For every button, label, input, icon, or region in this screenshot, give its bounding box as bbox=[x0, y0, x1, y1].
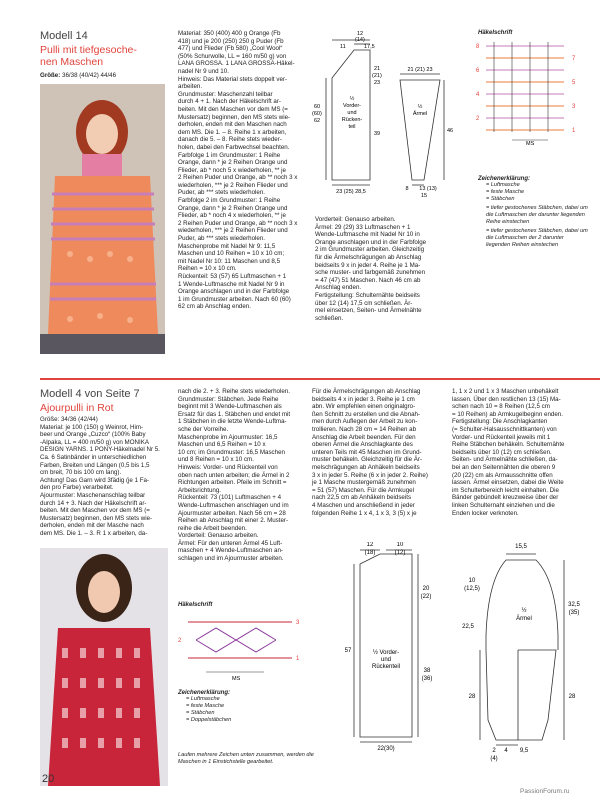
body-label-2: Vorder- bbox=[342, 103, 362, 109]
row-3: 3 bbox=[572, 104, 576, 110]
body-label-1: ½ bbox=[349, 96, 355, 102]
b-row-2: 2 bbox=[178, 638, 182, 644]
sleeve-label-1: ½ bbox=[417, 104, 423, 110]
model-4-label: Modell 4 von Seite 7 bbox=[40, 388, 140, 400]
bottom-chart-ms: MS bbox=[232, 676, 241, 682]
n-21-b: (21) bbox=[372, 73, 382, 79]
n-12-14-175-a: 12 bbox=[357, 31, 364, 37]
n-36: (36) bbox=[421, 676, 433, 682]
footer-watermark: PassionForum.ru bbox=[520, 788, 570, 795]
n-15-5: 15,5 bbox=[515, 544, 527, 550]
n-21-c: 23 bbox=[374, 80, 381, 86]
n-4: 4 bbox=[504, 748, 508, 754]
row-7: 7 bbox=[572, 56, 576, 62]
n-2: 2 bbox=[492, 748, 496, 754]
model-4-photo-art bbox=[40, 548, 168, 786]
section-divider bbox=[40, 378, 600, 380]
top-chart-title: Häkelschrift bbox=[478, 30, 513, 36]
model-14-title: Pulli mit tiefgesoche- nen Maschen bbox=[40, 44, 137, 68]
b-row-1: 1 bbox=[296, 656, 300, 662]
model-4-photo bbox=[40, 548, 168, 786]
model-4-instructions-4: 1, 1 x 2 und 1 x 3 Maschen unbehäkelt lassen. Über den restlichen 13 (15) Ma- schen nach 10 = 8 Reihen (12,5 cm = 10 Reihen) ab Armkugelbeginn enden. Fertigstellung: Die Anschlagkanten (= Schulter-Halsausschnittkanten) von Vorder- und Rückenteil jeweils mit 1 Reihe Stäbchen behäkeln. Schulternähte beidseits über 10 (12) cm schließen. Seiten- und Ärmelnähte schließen, da- bei an den Seitennähten die oberen 9 (20 (22) cm als Armausschnitte offen lassen. Ärmel einsetzen, dabei die Weite im Schulterbereich leicht einhalten. Die Bänder gebündelt kreuzweise über der linken Schulternaht einziehen und die Enden locker verknoten. bbox=[452, 388, 565, 517]
n-28a: 28 bbox=[468, 694, 476, 700]
n-11: 11 bbox=[340, 44, 346, 50]
n-46: 46 bbox=[447, 128, 454, 134]
b-sleeve-label-2: Ärmel bbox=[516, 616, 532, 622]
model-14-photo-art bbox=[40, 84, 165, 354]
n-10: 10 bbox=[396, 542, 404, 548]
sleeve-outline bbox=[400, 80, 440, 180]
n-20: 20 bbox=[422, 586, 430, 592]
n-12b: (12) bbox=[394, 550, 406, 556]
model-4-title: Ajourpulli in Rot bbox=[40, 402, 114, 414]
n-sleeve-top: 21 (21) 23 bbox=[407, 67, 433, 73]
bottom-note: Laufen mehrere Zeichen unten zusammen, werden die Maschen in 1 Einstichstelle gearbeitet. bbox=[178, 752, 314, 765]
model-14-schematic bbox=[312, 30, 457, 200]
model-14-instructions-1: Material: 350 (400) 400 g Orange (Fb 418) und je 200 (250) 250 g Puder (Fb 477) und Flieder (Fb 580) „Cool Wool“ (50% Schurwolle, LL = 160 m/50 g) von LANA GROSSA. 1 LANA GROSSA-Häkel- nadel Nr 9 und 10. Hinweis: Das Material stets doppelt ver- arbeiten. Grundmuster: Maschenzahl teilbar durch 4 + 1. Nach der Häkelschrift ar- beiten. Mit den Maschen vor dem MS (= Mustersatz) beginnen, den MS stets wie- derholen, enden mit den Maschen nach dem MS. Die 1. – 8. Reihe 1 x arbeiten, danach die 5. – 8. Reihe stets wieder- holen, dabei den Farbwechsel beachten. Farbfolge 1 im Grundmuster: 1 Reihe Orange, dann * je 2 Reihen Orange und Flieder, ab * noch 5 x wiederholen, ** je 2 Reihen Puder und Orange, ab ** noch 3 x wiederholen, *** je 2 Reihen Flieder und Puder, ab *** stets wiederholen. Farbfolge 2 im Grundmuster: 1 Reihe Orange, dann * je 2 Reihen Orange und Flieder, ab * noch 4 x wiederholen, ** je 2 Reihen Puder und Orange, ab ** noch 3 x wiederholen, *** je 2 Reihen Flieder und Puder, ab *** stets wiederholen. Maschenprobe mit Nadel Nr 9: 11,5 Maschen und 10 Reihen = 10 x 10 cm; mit Nadel Nr 10: 11 Maschen und 8,5 Reihen = 10 x 10 cm. Rückenteil: 53 (57) 65 Luftmaschen + 1 1 Wende-Luftmasche mit Nadel Nr 9 in Orange anschlagen und in der Farbfolge 1 im Grundmuster arbeiten. Nach 60 (60) 62 cm ab Anschlag enden. bbox=[178, 30, 298, 311]
n-32-5: 32,5 bbox=[568, 602, 580, 608]
row-6: 6 bbox=[476, 68, 480, 74]
model-4-instructions-1: Größe: 34/36 (42/44) Material: je 100 (150) g Weinrot, Him- beer und Orange „Cuzco“ (100% Baby -Alpaka, LL = 400 m/50 g) von MONIKA DESIGN YARNS. 1 PONY-Häkelnadel Nr 5. Ca. 6 Satinbänder in unterschiedlichen Farben, Breiten und Längen (0,5 bis 1,5 cm breit, 70 bis 100 cm lang). Achtung! Das Garn wird 3fädig (je 1 Fa- den pro Farbe) verarbeitet. Ajourmuster: Maschenanschlag teilbar durch 14 + 3. Nach der Häkelschrift ar- beiten. Mit den Maschen vor dem MS (= Mustersatz) beginnen, den MS stets wie- derholen, enden mit der Masche nach dem MS. Die 1. – 3. R 1 x arbeiten, da- bbox=[40, 416, 160, 537]
n-28b: 28 bbox=[568, 694, 576, 700]
bottom-chart-title: Häkelschrift bbox=[178, 602, 213, 608]
n-60-a: 60 bbox=[314, 104, 321, 110]
top-chart-ms: MS bbox=[526, 141, 535, 146]
model-4-body-schematic bbox=[342, 542, 442, 757]
top-legend: Zeichenerklärung: = Luftmasche = feste Masche = Stäbchen = tiefer gestochenes Stäbchen, dabei um die Luftmaschen der darunter liegenden Reihe einstechen = tiefer gestochenes Stäbchen, dabei um die Luftmaschen der 2 darunter liegenden Reihen einstechen bbox=[478, 176, 588, 248]
row-1: 1 bbox=[572, 128, 576, 134]
row-5: 5 bbox=[572, 80, 576, 86]
n-13-13: 13 (13) bbox=[419, 186, 437, 192]
n-12-14-175-b: (14) bbox=[355, 37, 365, 43]
n-60-b: (60) bbox=[312, 111, 322, 117]
bottom-crochet-chart bbox=[176, 610, 306, 682]
b-body-label-3: Rückenteil bbox=[371, 664, 401, 670]
b-body-label-1: ½ Vorder- bbox=[372, 650, 400, 656]
n-12: 12 bbox=[366, 542, 374, 548]
row-4: 4 bbox=[476, 92, 480, 98]
model-4-instructions-2: nach die 2. + 3. Reihe stets wiederholen. Grundmuster: Stäbchen. Jede Reihe beginnt mit 3 Wende-Luftmaschen als Ersatz für das 1. Stäbchen und endet mit 1 Stäbchen in die letzte Wende-Luftma- sche der Vorreihe. Maschenprobe im Ajourmuster: 16,5 Maschen und 6,5 Reihen = 10 x 10 cm; im Grundmuster: 16,5 Maschen und 8 Reihen = 10 x 10 cm. Hinweis: Vorder- und Rückenteil von oben nach unten arbeiten; die Ärmel in 2 Richtungen arbeiten. Pfeile im Schnitt = Arbeitsrichtung. Rückenteil: 73 (101) Luftmaschen + 4 Wende-Luftmaschen anschlagen und im Ajourmuster arbeiten. Nach 56 cm = 28 Reihen ab Anschlag mit einer 2. Muster- reihe die Arbeit beenden. Vorderteil: Genauso arbeiten. Ärmel: Für den unteren Ärmel 45 Luft- maschen + 4 Wende-Luftmaschen an- schlagen und im Ajourmuster arbeiten. bbox=[178, 388, 291, 563]
n-4b: (4) bbox=[490, 756, 498, 762]
row-8: 8 bbox=[476, 44, 480, 50]
n-22: (22) bbox=[420, 594, 432, 600]
model-14-instructions-2: Vorderteil: Genauso arbeiten. Ärmel: 29 (29) 33 Luftmaschen + 1 Wende-Luftmasche mit Nadel Nr 10 in Orange anschlagen und in der Farbfolge 2 im Grundmuster arbeiten. Gleichzeitig für die Ärmelschrägungen ab Anschlag beidseits 9 x in jeder 4. Reihe je 1 Ma- sche muster- und farbgemäß zunehmen = 47 (47) 51 Maschen. Nach 46 cm ab Anschlag enden. Fertigstellung: Schulternähte beidseits über 12 (14) 17,5 cm schließen. Är- mel einsetzen, Seiten- und Ärmelnähte schließen. bbox=[315, 216, 427, 322]
page-number: 20 bbox=[42, 773, 55, 785]
n-21-a: 21 bbox=[374, 66, 381, 72]
n-39: 39 bbox=[374, 131, 381, 137]
model-14-label: Modell 14 bbox=[40, 30, 88, 42]
n-22-30: 22(30) bbox=[377, 746, 395, 752]
model-4-sleeve-schematic bbox=[448, 540, 588, 765]
n-bottom: 23 (25) 28,5 bbox=[336, 189, 366, 195]
n-8: 8 bbox=[405, 186, 409, 192]
n-38: 38 bbox=[423, 668, 431, 674]
row-2: 2 bbox=[476, 116, 480, 122]
body-label-3: und bbox=[347, 110, 357, 116]
sleeve-label-2: Ärmel bbox=[412, 111, 428, 117]
top-crochet-chart bbox=[474, 38, 584, 146]
b-sleeve-label-1: ½ bbox=[521, 608, 527, 614]
n-22-5: 22,5 bbox=[462, 624, 474, 630]
model-14-size: Größe: 36/38 (40/42) 44/46 bbox=[40, 72, 117, 79]
n-18: (18) bbox=[364, 550, 376, 556]
n-15: 15 bbox=[420, 193, 428, 199]
bottom-legend: Zeichenerklärung: = Luftmasche = feste Masche = Stäbchen = Doppelstäbchen bbox=[178, 690, 232, 723]
n-9-5: 9,5 bbox=[519, 748, 529, 754]
body-label-5: teil bbox=[348, 124, 356, 130]
body-label-4: Rücken- bbox=[341, 117, 363, 123]
b-row-3: 3 bbox=[296, 620, 300, 626]
n-60-c: 62 bbox=[314, 118, 321, 124]
n-57: 57 bbox=[344, 648, 352, 654]
n-12-14-175-c: 17,5 bbox=[364, 44, 375, 50]
b-body-label-2: und bbox=[380, 657, 392, 663]
model-14-photo bbox=[40, 84, 165, 354]
n-10s: 10 bbox=[468, 578, 476, 584]
n-35: (35) bbox=[568, 610, 580, 616]
model-4-instructions-3: Für die Ärmelschrägungen ab Anschlag beidseits 4 x in jeder 3. Reihe je 1 cm abn. Wir empfehlen einen originalgro- ßen Schnitt zu erstellen und die Abnah- men durch Auflegen der Arbeit zu kon- trollieren. Nach 28 cm = 14 Reihen ab Anschlag die Arbeit beenden. Für den oberen Ärmel die Anschlagkante des unteren Teils mit 45 Maschen im Grund- muster behäkeln. Gleichzeitig für die Är- melschrägungen ab Anhäkeln beidseits 3 x in jeder 5. Reihe (6 x in jeder 2. Reihe) je 1 Masche mustergemäß zunehmen = 51 (57) Maschen. Für die Armkugel nach 22,5 cm ab Anhäkeln beidseits 4 Maschen und anschließend in jeder folgenden Reihe 1 x 4, 1 x 3, 3 (5) x je bbox=[312, 388, 428, 517]
n-12-5: (12,5) bbox=[464, 586, 480, 592]
